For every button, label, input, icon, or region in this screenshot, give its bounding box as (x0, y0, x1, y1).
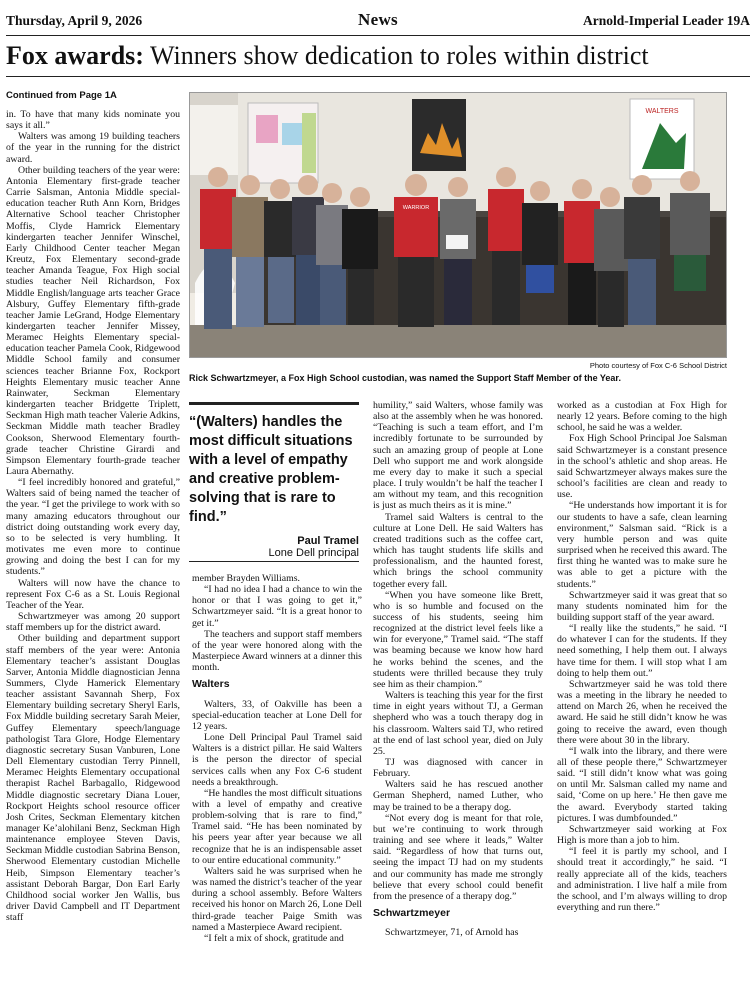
paragraph: “Not every dog is meant for that role, but we’re continuing to work through training and see where it leads,” Walter said. “Regardless of how that turns out, seeing the impact TJ had on my students and our community has made me strongly believe that every school could benefit from the presence of a therapy dog.” (373, 812, 543, 902)
paragraph: Lone Dell Principal Paul Tramel said Walters is a district pillar. He said Walters is the person the director of special services calls when any Fox C-6 student needs a breakthrough. (192, 732, 362, 788)
paragraph: in. To have that many kids nominate you says it all.” (6, 109, 180, 132)
poster-text: WALTERS (645, 108, 679, 115)
section-name: News (358, 10, 398, 29)
paragraph: Schwartzmeyer said he was told there was a meeting in the library he needed to attend on March 26, when he received the award. He said he still didn’t know he was going to receive the award, even though there were about 30 in the library. (557, 678, 727, 746)
paragraph: Schwartzmeyer, 71, of Arnold has (385, 927, 519, 939)
paragraph: Walters is teaching this year for the first time in eight years without TJ, a German shepherd who was a touch therapy dog in his classroom. Walters said TJ, who retired at the end of last school year, died on July 25. (373, 690, 543, 757)
paragraph: Schwartzmeyer said working at Fox High is more than a job to him. (557, 823, 727, 847)
paper-and-page: Arnold-Imperial Leader 19A (583, 13, 750, 28)
paragraph: Tramel said Walters is central to the culture at Lone Dell. He said Walters has created traditions such as the coffee cart, which has taught students life skills and professionalism, and the haunted forest, which brings the school community together every fall. (373, 511, 543, 590)
pull-quote-name: Paul Tramel (297, 535, 359, 547)
paragraph: “I feel incredibly honored and grateful,” Walters said of being named the teacher of the year. “I get the privilege to work with so many amazing educators throughout our district doing outstanding work every day, so to be selected is very humbling. It motivates me even more to continue growing and doing the best I can for my students.” (6, 477, 180, 578)
paragraph: Walters was among 19 building teachers of the year in the running for the district award. (6, 131, 180, 165)
pull-quote-title: Lone Dell principal (268, 547, 359, 559)
paragraph: humility,” said Walters, whose family was also at the assembly when he was honored. “Teaching is such a team effort, and I’m incredibly fortunate to be surrounded by such an amazing group of people at Lone Dell who support me and work alongside me every day to make it such a special place. I truly wouldn’t be half the teacher I am without my team, and this recognition is just as much theirs as it is mine.” (373, 400, 543, 512)
paragraph: “I feel it is partly my school, and I should treat it accordingly,” he said. “I really appreciate all of the kids, teachers and administration. I live half a mile from the school, and I’m always willing to drop everything and run there.” (557, 846, 727, 914)
article-column-4 (557, 400, 727, 979)
paragraph: Schwartzmeyer was among 20 support staff members up for the district award. (6, 611, 180, 634)
paragraph: Walters said he was surprised when he was named the district’s teacher of the year during a school assembly. Before Walters received his honor on March 26, Lone Dell third-grade teacher Paige Smith was named a Masterpiece Award recipient. (192, 865, 362, 933)
paragraph: Other building teachers of the year were: Antonia Elementary first-grade teacher Carrie Salsman, Antonia Middle special-education teacher Ruth Ann Korn, Bridges Alternative School teacher Christopher Moffis, Clyde Hamrick Elementary kindergarten teacher Jennifer Winschel, Early Childhood Center teacher Megan Kreutz, Fox Elementary second-grade teacher Amanda Teague, Fox High social studies teacher Neil Richardson, Fox Middle English/language arts teacher Grace Alsbury, Guffey Elementary fifth-grade teacher Jamie LeGrand, Hodge Elementary kindergarten teacher Jennifer Missey, Meramec Heights Elementary special-education teacher Pamela Cook, Ridgewood Middle School family and consumer sciences teacher Brianne Fox, Rockport Heights Elementary music teacher Anne Rainwater, Seckman Elementary kindergarten teacher Bridgette Triplett, Seckman High math teacher Valerie Adkins, Seckman Middle math teacher Bradley Cookson, Sherwood Elementary fourth-grade teacher Christine Girardi and Simpson Elementary fourth-grade teacher Laura Abernathy. (6, 164, 180, 477)
group-photo (189, 92, 727, 358)
paragraph: “I had no idea I had a chance to win the honor or that I was going to get it,” Schwartzmeyer said. “It is a great honor to get it.” (192, 584, 362, 629)
photo-illustration (190, 93, 727, 358)
photo-credit: Photo courtesy of Fox C-6 School District (589, 361, 727, 370)
paragraph: Schwartzmeyer said it was great that so many students nominated him for the building support staff of the year award. (557, 589, 727, 623)
paragraph: “When you have someone like Brett, who is so humble and focused on the success of his students, seeing him recognized at the district level feels like a win for everyone,” Tramel said. “The staff was beaming because we know how hard he works behind the scenes, and the students were thrilled because they truly see him as their champion.” (373, 589, 543, 690)
paragraph: worked as a custodian at Fox High for nearly 12 years. Before coming to the high school, he said he was a welder. (557, 400, 727, 434)
paragraph: Other building and department support staff members of the year were: Antonia Elementary teacher’s assistant Douglas Sarver, Antonia Middle diagnostician Jenna Summers, Clyde Hamerick Elementary teacher assistant Savannah Sherp, Fox Elementary building secretary Sheryl Earls, Fox Middle building secretary Sarah Meier, Guffey Elementary speech/language pathologist Tara Glore, Hodge Elementary diagnostic secretary Susan Vanburen, Lone Dell Elementary custodian Terry Pinnell, Meramec Heights Elementary occupational therapist Rachel Barbagallo, Ridgewood Middle diagnostic secretary Diana Louer, Rockport Heights school resource officer Josh Crites, Seckman Elementary kitchen manager Ke’alohilani Benz, Seckman High maintenance employee Steven Davis, Seckman Middle custodian Sabrina Benson, Sherwood Elementary custodian Michelle Heib, Simpson Elementary teacher’s assistant Deborah Bargar, Don Earl Early Childhood social worker Jen Wallis, bus driver David Campbell and IT Department staff (6, 633, 180, 924)
subhead-schwartzmeyer: Schwartzmeyer (373, 907, 451, 920)
paragraph: “He understands how important it is for our students to have a safe, clean learning environment,” Salsman said. “Rick is a very humble person and was quite surprised when he received this award. The first thing he wanted was to make sure he was able to get a picture with the students.” (557, 500, 727, 590)
article-column-2 (192, 573, 362, 979)
photo-caption: Rick Schwartzmeyer, a Fox High School custodian, was named the Support Staff Member of the Year. (189, 373, 621, 383)
pull-quote-text: “(Walters) handles the most difficult situations with a level of empathy and creative problem-solving that is rare to find.” (189, 414, 353, 525)
paragraph: “He handles the most difficult situations with a level of empathy and creative problem-solving that is rare to find,” Tramel said. “He has been nominated by his peers year after year because we all recognize that he is an indispensable asset to our entire educational community.” (192, 787, 362, 866)
paragraph: TJ was diagnosed with cancer in February. (373, 757, 543, 780)
paragraph: The teachers and support staff members of the year were honored along with the Masterpiece Award winners at a dinner this month. (192, 628, 362, 674)
paragraph: Walters will now have the chance to represent Fox C-6 as a St. Louis Regional Teacher of the Year. (6, 577, 180, 611)
headline (6, 41, 750, 77)
paragraph: member Brayden Williams. (192, 573, 300, 584)
paragraph: “I really like the students,” he said. “I do whatever I can for the students. If they need something, I help them out. I always have time for them. I will stop what I am doing to help them out.” (557, 623, 727, 679)
paragraph: Fox High School Principal Joe Salsman said Schwartzmeyer is a constant presence in the school’s athletic and shop areas. He said Schwartzmeyer always makes sure the school’s facilities are clean and ready to use. (557, 433, 727, 501)
subhead-walters: Walters (192, 678, 230, 691)
headline-rest: Winners show dedication to roles within district (149, 41, 649, 70)
article-column-3 (373, 400, 543, 979)
pull-quote-box (189, 402, 359, 562)
shirt-text: WARRIOR (402, 205, 430, 211)
issue-date: Thursday, April 9, 2026 (6, 13, 143, 28)
paragraph: Walters, 33, of Oakville has been a special-education teacher at Lone Dell for 12 years. (192, 698, 362, 732)
continued-from: Continued from Page 1A (6, 90, 117, 101)
article-column-1 (6, 109, 180, 979)
paragraph: Walters said he has rescued another German Shepherd, named Luther, who may be trained to be a therapy dog. (373, 779, 543, 813)
paragraph: “I felt a mix of shock, gratitude and (204, 932, 344, 944)
paragraph: “I walk into the library, and there were all of these people there,” Schwartzmeyer said. “I still didn’t know what was going on until Mr. Salsman called my name and said, ‘Come on up here.’ He then gave me the award. Everybody started taking pictures. I was dumbfounded.” (557, 745, 727, 824)
masthead (6, 8, 750, 36)
headline-lead: Fox awards: (6, 41, 144, 70)
